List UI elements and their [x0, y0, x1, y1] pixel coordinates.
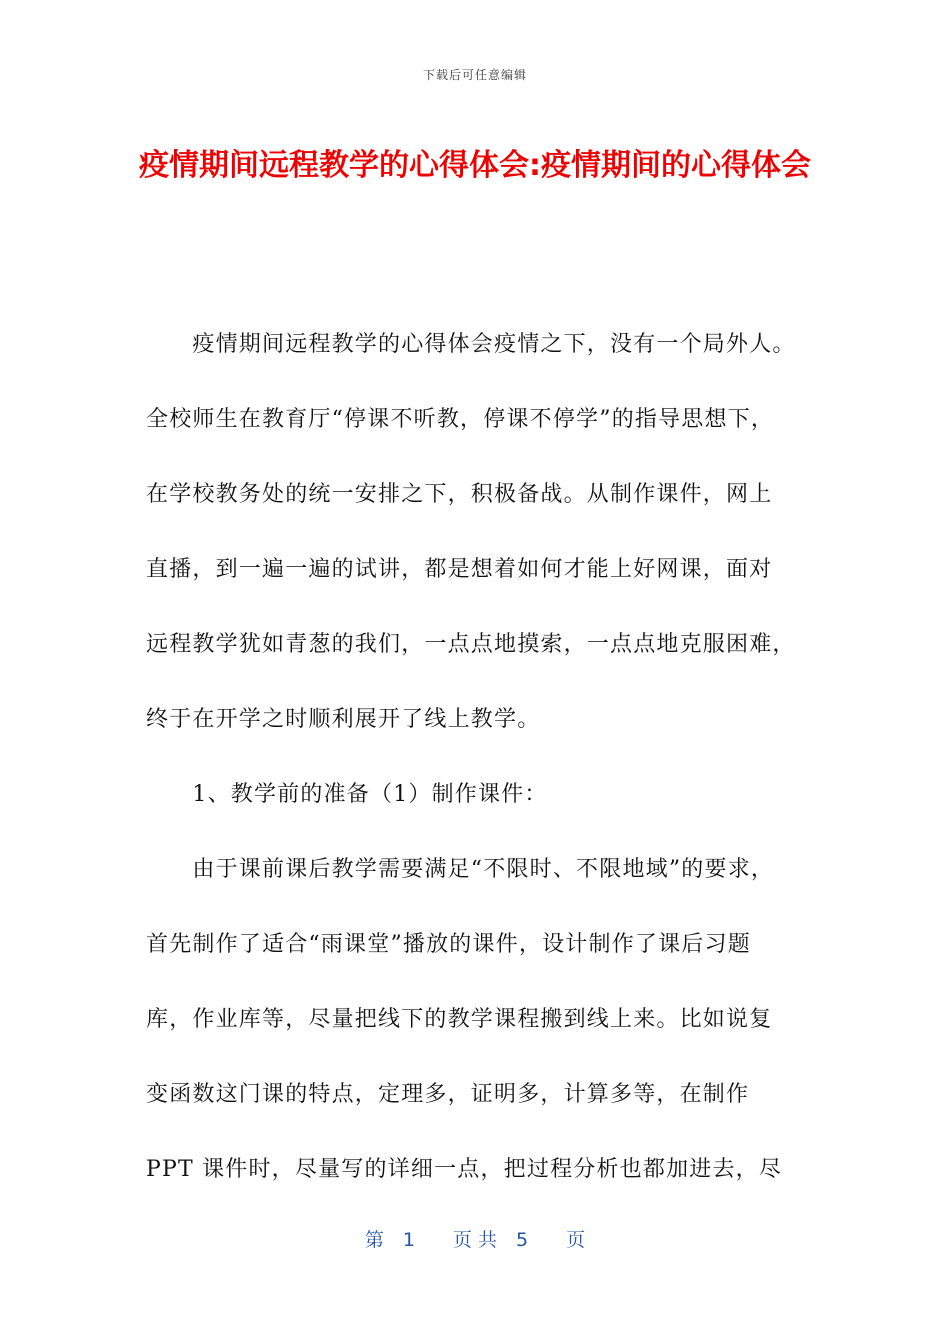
paragraph-line: 在学校教务处的统一安排之下，积极备战。从制作课件，网上: [146, 482, 773, 507]
paragraph-line: 远程教学犹如青葱的我们，一点点地摸索，一点点地克服困难，: [146, 632, 796, 657]
paragraph-line: 库，作业库等，尽量把线下的教学课程搬到线上来。比如说复: [146, 1007, 773, 1032]
paragraph-line: 变函数这门课的特点，定理多，证明多，计算多等，在制作: [146, 1082, 750, 1107]
page-number-footer: 第 1 页 共 5 页: [364, 1229, 586, 1251]
body-text: [146, 320, 808, 1220]
paragraph-line: 首先制作了适合“雨课堂”播放的课件，设计制作了课后习题: [146, 932, 751, 957]
paragraph-line: 直播，到一遍一遍的试讲，都是想着如何才能上好网课，面对: [146, 557, 773, 582]
document-title: 疫情期间远程教学的心得体会:疫情期间的心得体会: [139, 148, 811, 183]
paragraph-line: 终于在开学之时顺利展开了线上教学。: [146, 707, 541, 732]
header-note: 下载后可任意编辑: [422, 68, 527, 82]
paragraph-line: 由于课前课后教学需要满足“不限时、不限地域”的要求，: [146, 857, 775, 882]
paragraph-line: PPT 课件时，尽量写的详细一点，把过程分析也都加进去，尽: [146, 1157, 783, 1182]
paragraph-line: 全校师生在教育厅“停课不听教，停课不停学”的指导思想下，: [146, 407, 775, 432]
paragraph-line: 1、教学前的准备（1）制作课件：: [146, 782, 548, 807]
paragraph-line: 疫情期间远程教学的心得体会疫情之下，没有一个局外人。: [146, 332, 796, 357]
